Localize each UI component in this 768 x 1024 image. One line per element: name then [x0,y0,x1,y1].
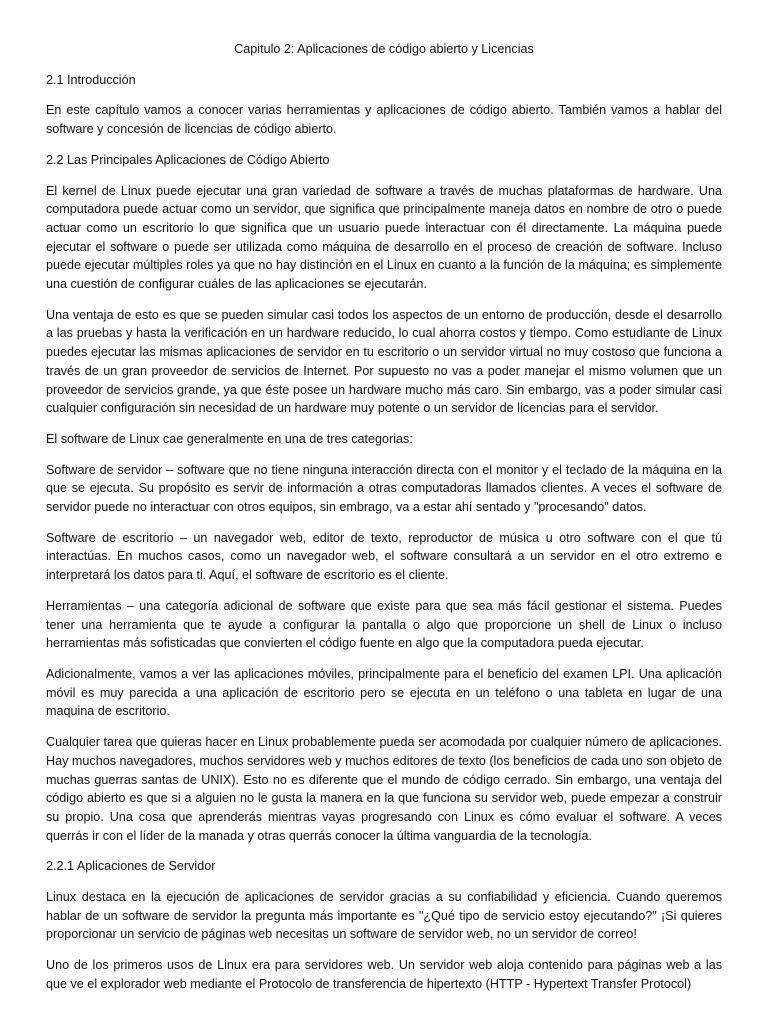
category-item-server: Software de servidor – software que no tiene ninguna interacción directa con el monitor y el teclado de la máquina en la que se ejecuta. Su propósito es servir de información a otras computadoras llamados clientes. A veces el software de servidor puede no interactuar con otros equipos, sin embrago, va a estar ahí sentado y "procesando" datos. [46,462,722,515]
paragraph: Adicionalmente, vamos a ver las aplicaciones móviles, principalmente para el beneficio del examen LPI. Una aplicación móvil es muy parecida a una aplicación de escritorio pero se ejecuta en un teléfono o una tableta en lugar de una maquina de escritorio. [46,666,722,719]
paragraph: Cualquier tarea que quieras hacer en Linux probablemente pueda ser acomodada por cualquier número de aplicaciones. Hay muchos navegadores, muchos servidores web y muchos editores de texto (los beneficios de cada uno son objeto de muchas guerras santas de UNIX). Esto no es diferente que el mundo de código cerrado. Sin embargo, una ventaja del código abierto es que si a alguien no le gusta la manera en la que funciona su servidor web, puede empezar a construir su propio. Una cosa que aprenderás mientras vayas progresando con Linux es cómo evaluar el software. A veces querrás ir con el líder de la manada y otras querrás conocer la última vanguardia de la tecnología. [46,735,722,843]
section-heading-2-2-1: 2.2.1 Aplicaciones de Servidor [46,859,216,874]
section-heading-2-2: 2.2 Las Principales Aplicaciones de Código Abierto [46,152,330,167]
category-item-desktop: Software de escritorio – un navegador web, editor de texto, reproductor de música u otro software con el que tú interactúas. En muchos casos, como un navegador web, el software consultará a un servidor en el otro extremo e interpretará los datos para ti. Aquí, el software de escritorio es el cliente. [46,530,722,583]
paragraph: El software de Linux cae generalmente en una de tres categorias: [46,431,413,446]
paragraph: Linux destaca en la ejecución de aplicaciones de servidor gracias a su confiabilidad y eficiencia. Cuando queremos hablar de un software de servidor la pregunta más importante es "¿Qué tipo de servicio estoy ejecutando?" ¡Si quieres proporcionar un servicio de páginas web necesitas un software de servidor web, no un servidor de correo! [46,890,722,942]
paragraph: Uno de los primeros usos de Linux era para servidores web. Un servidor web aloja contenido para páginas web a las que ve el explorador web mediante el Protocolo de transferencia de hipertexto (HTTP - Hypertext Transfer Protocol) [46,958,722,991]
paragraph: El kernel de Linux puede ejecutar una gran variedad de software a través de muchas plataformas de hardware. Una computadora puede actuar como un servidor, que significa que principalmente maneja datos en nombre de otro o puede actuar como un escritorio lo que significa que un usuario puede interactuar con él directamente. La máquina puede ejecutar el software o puede ser utilizada como máquina de desarrollo en el proceso de creación de software. Incluso puede ejecutar múltiples roles ya que no hay distinción en el Linux en cuanto a la función de la máquina; es simplemente una cuestión de configurar cuáles de las aplicaciones se ejecutarán. [46,183,722,292]
document-page [46,40,722,1006]
paragraph: Una ventaja de esto es que se pueden simular casi todos los aspectos de un entorno de producción, desde el desarrollo a las pruebas y hasta la verificación en un hardware reducido, lo cual ahorra costos y tiempo. Como estudiante de Linux puedes ejecutar las mismas aplicaciones de servidor en tu escritorio o un servidor virtual no muy costoso que funciona a través de un gran proveedor de servicios de Internet. Por supuesto no vas a poder manejar el mismo volumen que un proveedor de servicios grande, ya que éste posee un hardware mucho más caro. Sin embargo, vas a poder simular casi cualquier configuración sin necesidad de un hardware muy potente o un servidor de licencias para el servidor. [46,307,722,416]
category-item-tools: Herramientas – una categoría adicional de software que existe para que sea más fácil gestionar el sistema. Puedes tener una herramienta que te ayude a configurar la pantalla o algo que proporcione un shell de Linux o incluso herramientas más sofisticadas que convierten el código fuente en algo que la computadora pueda ejecutar. [46,598,722,651]
document-title: Capitulo 2: Aplicaciones de código abierto y Licencias [234,42,534,56]
section-heading-2-1: 2.1 Introducción [46,72,136,87]
paragraph: En este capítulo vamos a conocer varias herramientas y aplicaciones de código abierto. También vamos a hablar del software y concesión de licencias de código abierto. [46,103,722,137]
